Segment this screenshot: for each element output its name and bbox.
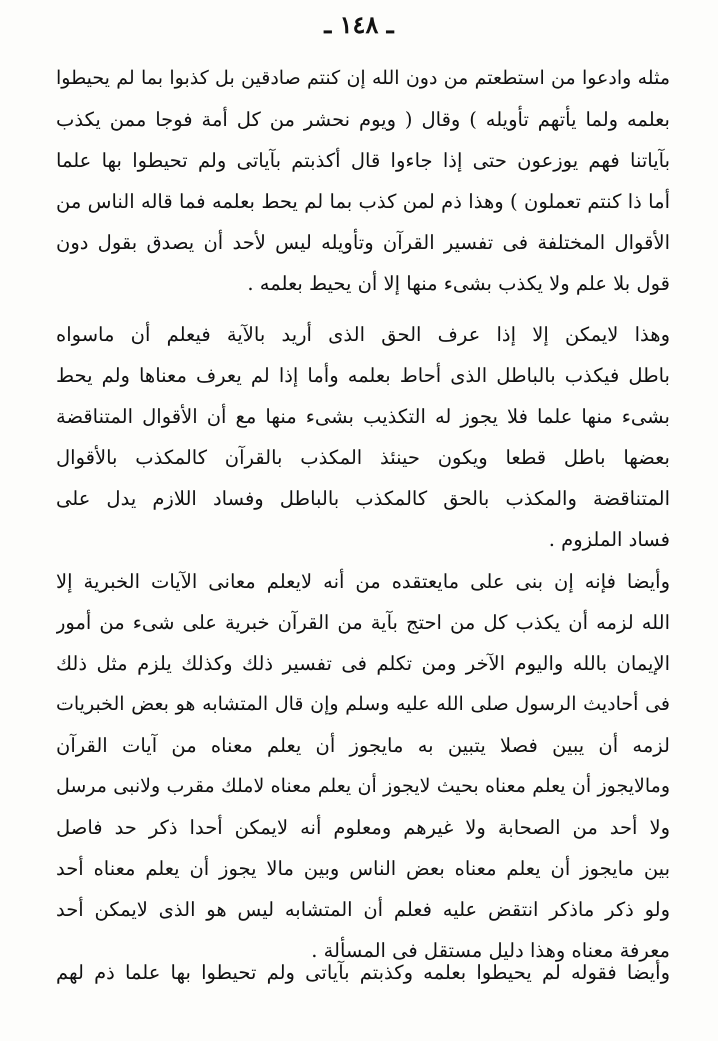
text-line: الله لزمه أن يكذب كل من احتج بآية من القرآن خبرية على شىء من أمور [56,611,670,634]
text-line: ولا أحد من الصحابة ولا غيرهم ومعلوم أنه لايمكن أحدا ذكر حد فاصل [56,816,670,839]
paragraph-1 [56,58,670,304]
text-line: فساد الملزوم . [548,528,670,551]
text-line: وأيضا فإنه إن بنى على مايعتقده من أنه لايعلم معانى الآيات الخبرية إلا [56,570,670,593]
text-line: باطل فيكذب بالباطل الذى أحاط بعلمه وأما إذا لم يعرف معناها ولم يحط [56,364,670,387]
text-line: الإيمان بالله واليوم الآخر ومن تكلم فى تفسير ذلك وكذلك يلزم مثل ذلك [56,652,670,675]
text-line: المتناقضة والمكذب بالحق كالمكذب بالباطل وفساد اللازم يدل على [56,487,670,510]
text-line: الأقوال المختلفة فى تفسير القرآن وتأويله ليس لأحد أن يصدق بقول دون [56,231,670,254]
text-line: بشىء منها علما فلا يجوز له التكذيب بشىء منها مع أن الأقوال المتناقضة [56,405,670,428]
text-line: بعضها باطل قطعا ويكون حينئذ المكذب بالقرآن كالمكذب بالأقوال [56,446,670,469]
text-line: بعلمه ولما يأتهم تأويله ) وقال ( ويوم نحشر من كل أمة فوجا ممن يكذب [56,108,670,131]
text-line: بين مايجوز أن يعلم معناه بعض الناس وبين مالا يجوز أن يعلم معناه أحد [56,857,670,880]
text-line: وهذا لايمكن إلا إذا عرف الحق الذى أريد بالآية فيعلم أن ماسواه [56,323,670,346]
text-line: بآياتنا فهم يوزعون حتى إذا جاءوا قال أكذبتم بآياتى ولم تحيطوا بها علما [56,149,670,172]
paragraph-4 [56,952,670,993]
text-line: فى أحاديث الرسول صلى الله عليه وسلم وإن قال المتشابه هو بعض الخبريات [56,693,670,715]
paragraph-2 [56,314,670,560]
text-line: ومالايجوز أن يعلم معناه بحيث لايجوز أن يعلم معناه لاملك مقرب ولانبى مرسل [56,775,670,797]
text-line: ولو ذكر ماذكر انتقض عليه فعلم أن المتشابه ليس هو الذى لايمكن أحد [56,898,670,921]
text-line: معرفة معناه وهذا دليل مستقل فى المسألة . [311,939,670,962]
page-number: ـ ١٤٨ ـ [324,10,394,39]
text-line: قول بلا علم ولا يكذب بشىء منها إلا أن يحيط بعلمه . [247,272,670,295]
text-line: مثله وادعوا من استطعتم من دون الله إن كنتم صادقين بل كذبوا بما لم يحيطوا [56,67,670,89]
text-line: وأيضا فقوله لم يحيطوا بعلمه وكذبتم بآياتى ولم تحيطوا بها علما ذم لهم [56,961,670,984]
text-line: لزمه أن يبين فصلا يتبين به مايجوز أن يعلم معناه من آيات القرآن [56,734,670,757]
text-line: أما ذا كنتم تعملون ) وهذا ذم لمن كذب بما لم يحط بعلمه فما قاله الناس من [56,190,670,213]
paragraph-3 [56,561,670,971]
